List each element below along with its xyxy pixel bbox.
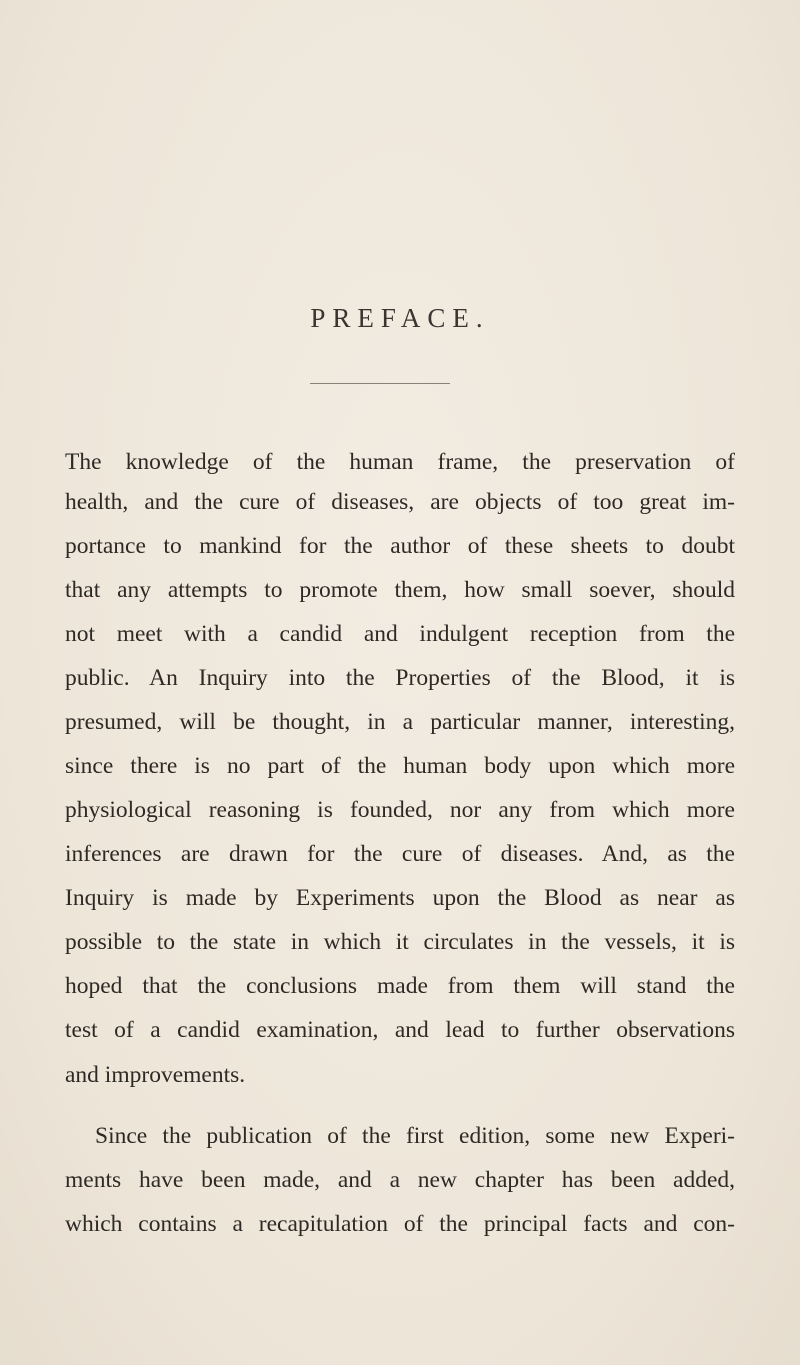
text-line: that any attempts to promote them, how small soever, should (65, 577, 735, 603)
text-line: which contains a recapitulation of the principal facts and con- (65, 1211, 735, 1237)
text-line: portance to mankind for the author of these sheets to doubt (65, 533, 735, 559)
text-line: physiological reasoning is founded, nor any from which more (65, 797, 735, 823)
text-line: Inquiry is made by Experiments upon the Blood as near as (65, 885, 735, 911)
title-rule (310, 383, 450, 384)
text-line: not meet with a candid and indulgent reception from the (65, 621, 735, 647)
text-line: and improvements. (65, 1062, 246, 1088)
page-title: PREFACE. (310, 303, 490, 333)
text-line: Since the publication of the first edition, some new Experi- (95, 1123, 735, 1149)
text-line: possible to the state in which it circulates in the vessels, it is (65, 929, 735, 955)
text-line: presumed, will be thought, in a particular manner, interesting, (65, 709, 735, 735)
text-line: public. An Inquiry into the Properties of the Blood, it is (65, 665, 735, 691)
text-line: since there is no part of the human body upon which more (65, 753, 735, 779)
text-line: health, and the cure of diseases, are objects of too great im- (65, 489, 735, 515)
text-line: hoped that the conclusions made from them will stand the (65, 973, 735, 999)
text-line: test of a candid examination, and lead to further observations (65, 1017, 735, 1043)
text-line: The knowledge of the human frame, the preservation of (65, 449, 735, 475)
text-line: ments have been made, and a new chapter has been added, (65, 1167, 735, 1193)
text-line: inferences are drawn for the cure of diseases. And, as the (65, 841, 735, 867)
